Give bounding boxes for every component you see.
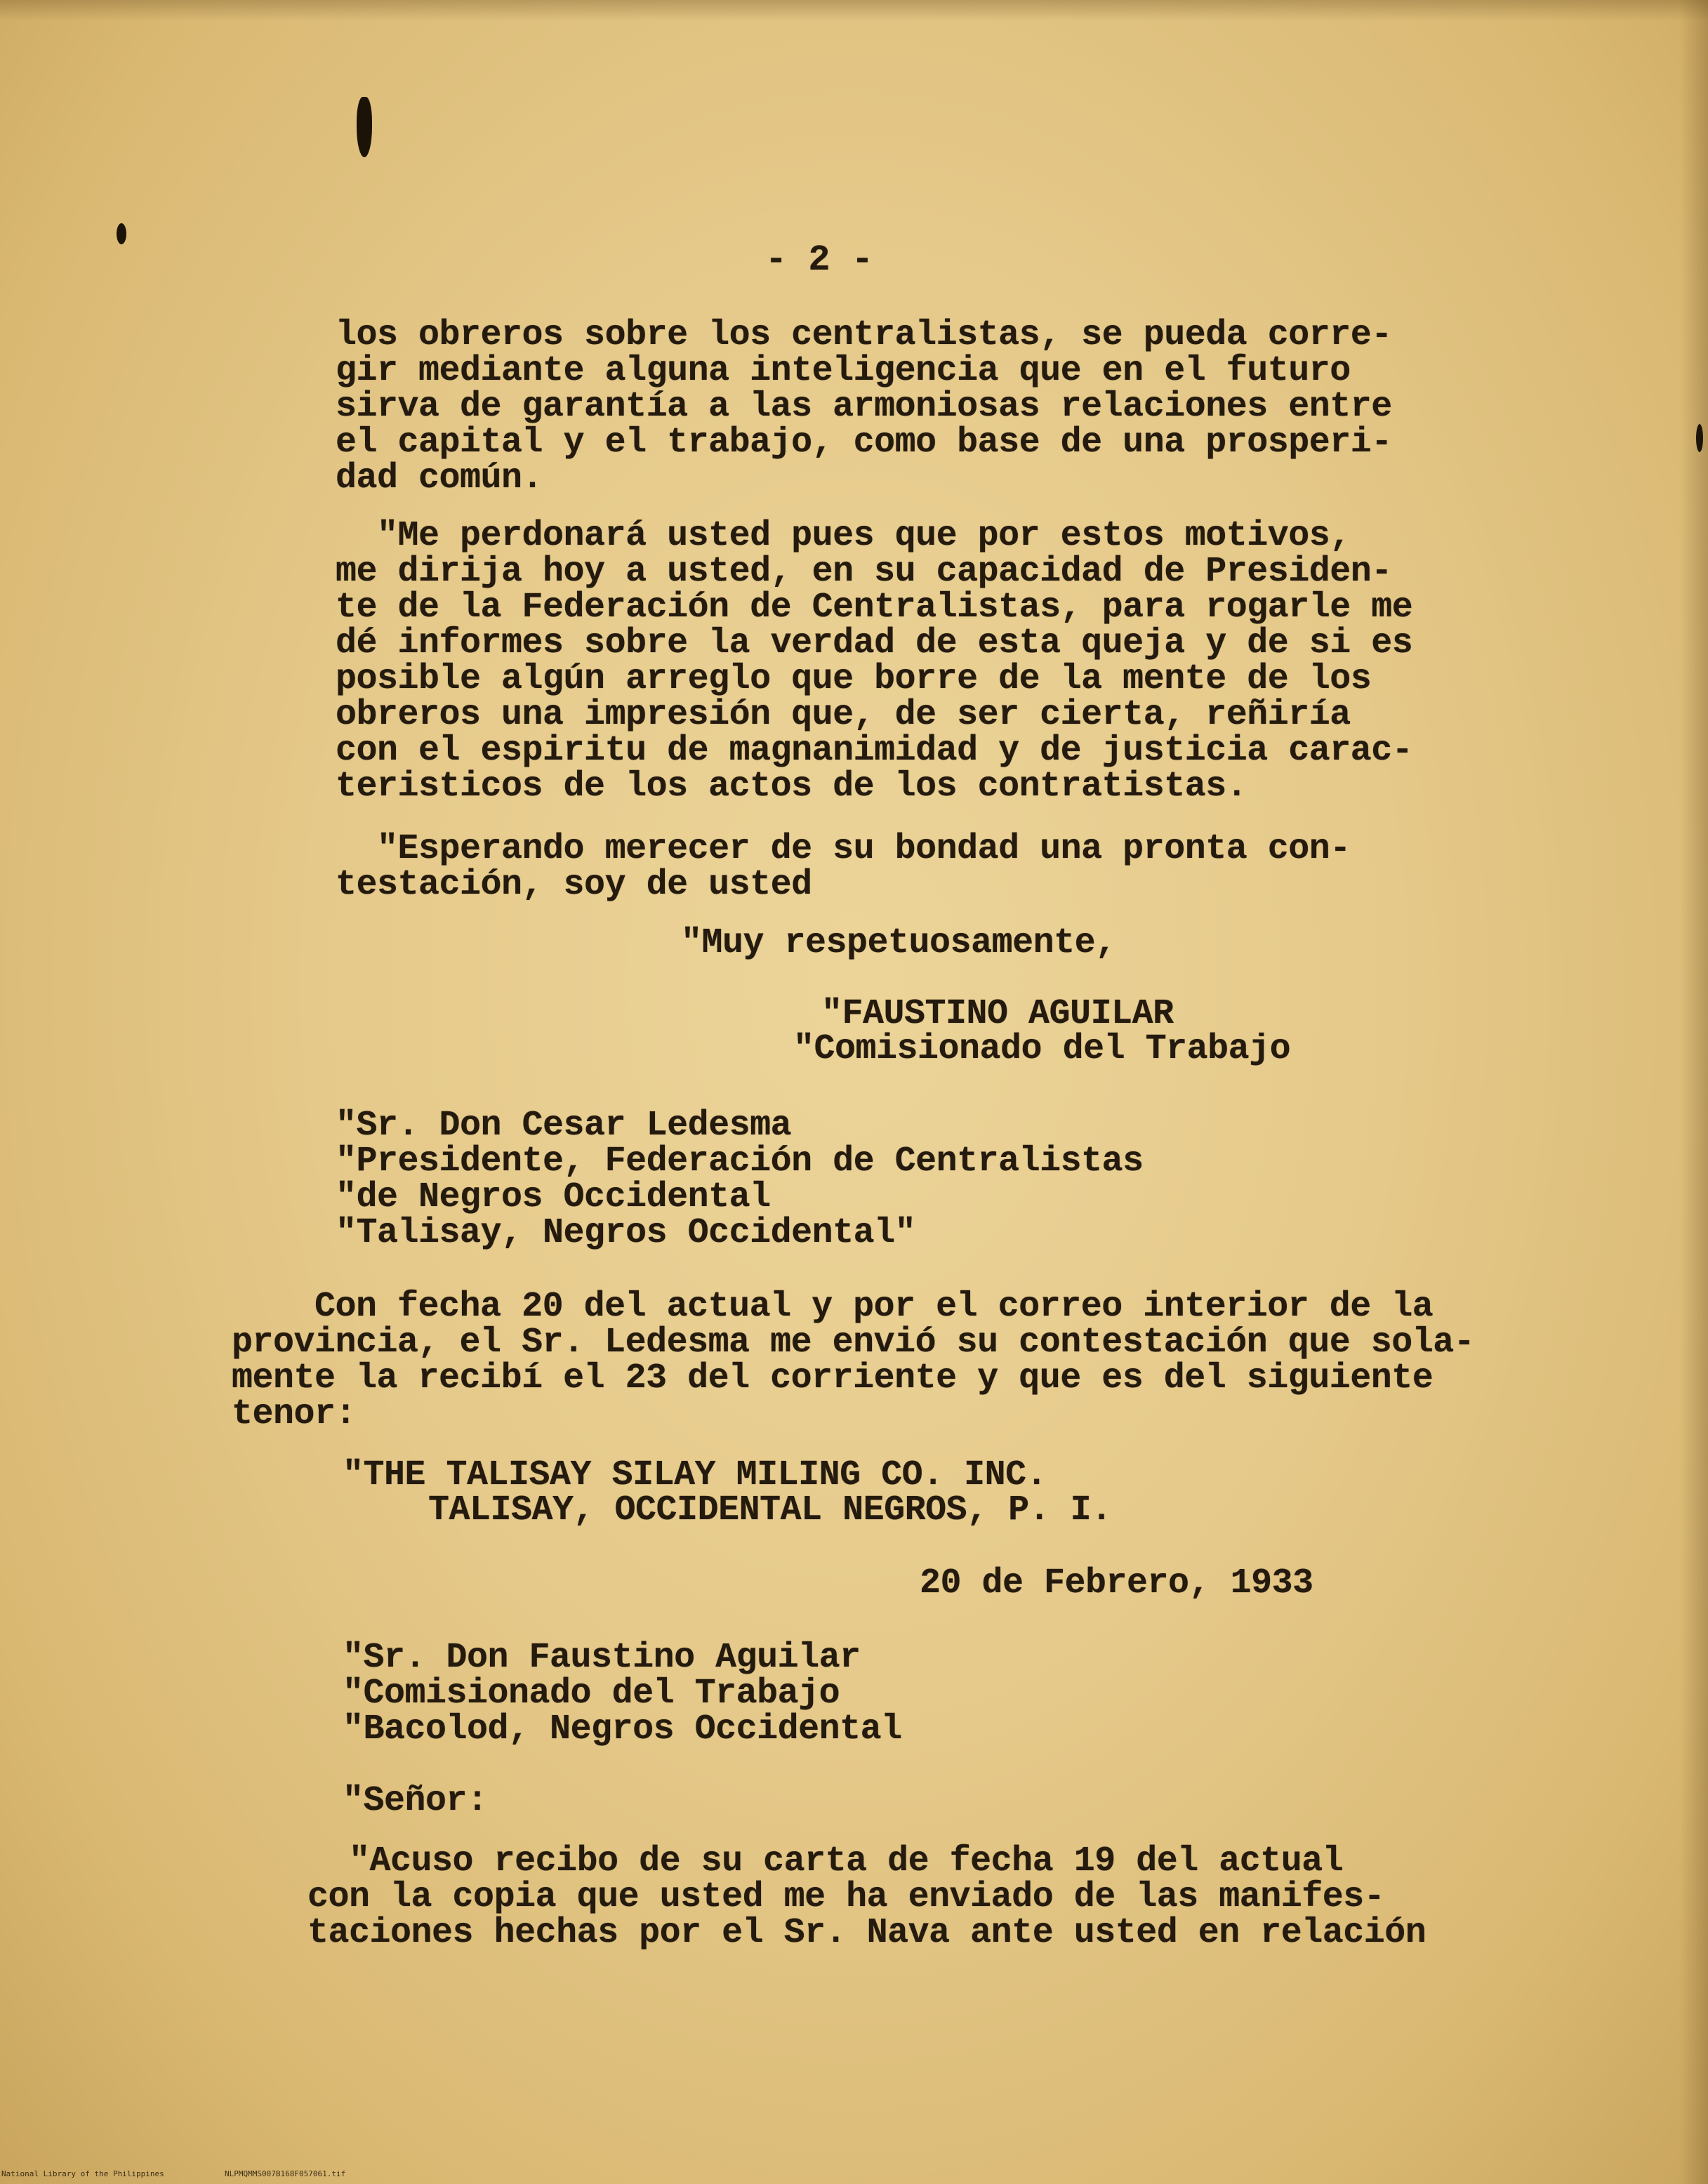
address-line: "Presidente, Federación de Centralistas bbox=[336, 1141, 1144, 1182]
address-line: "Sr. Don Faustino Aguilar bbox=[343, 1638, 861, 1678]
text-line: los obreros sobre los centralistas, se pueda corre- bbox=[336, 315, 1392, 355]
text-line: obreros una impresión que, de ser cierta, reñiría bbox=[336, 695, 1351, 735]
paragraph-5 bbox=[225, 1841, 1426, 1953]
text-line: dad común. bbox=[336, 458, 543, 498]
paper-edge-right bbox=[1680, 0, 1708, 2184]
address-line: "Comisionado del Trabajo bbox=[343, 1674, 840, 1714]
text-line: testación, soy de usted bbox=[336, 865, 812, 905]
paragraph-3 bbox=[336, 831, 1351, 903]
address-line: "Talisay, Negros Occidental" bbox=[336, 1213, 916, 1253]
text-line: posible algún arreglo que borre de la mente de los bbox=[336, 659, 1372, 699]
footer-institution: National Library of the Philippines bbox=[1, 2169, 164, 2178]
letter-date: 20 de Febrero, 1933 bbox=[920, 1563, 1313, 1603]
addressee-block bbox=[336, 1108, 1144, 1251]
text-line: me dirija hoy a usted, en su capacidad de Presiden- bbox=[336, 552, 1392, 592]
text-line: sirva de garantía a las armoniosas relaciones entre bbox=[336, 387, 1392, 427]
text-line: "Esperando merecer de su bondad una pronta con- bbox=[336, 829, 1351, 869]
text-line: mente la recibí el 23 del corriente y que es del siguiente bbox=[232, 1358, 1434, 1398]
paragraph-2 bbox=[336, 518, 1412, 805]
address-line: "Bacolod, Negros Occidental bbox=[343, 1709, 902, 1749]
paragraph-1 bbox=[336, 317, 1392, 496]
ink-stain-mark bbox=[357, 97, 372, 157]
signature-name: "FAUSTINO AGUILAR bbox=[821, 994, 1174, 1034]
paragraph-4 bbox=[232, 1289, 1474, 1432]
letterhead-company: "THE TALISAY SILAY MILING CO. INC. bbox=[343, 1455, 1047, 1495]
text-line: Con fecha 20 del actual y por el correo interior de la bbox=[232, 1287, 1434, 1327]
text-line: el capital y el trabajo, como base de una prosperi- bbox=[336, 423, 1392, 463]
text-line: "Me perdonará usted pues que por estos motivos, bbox=[336, 516, 1351, 556]
paper-edge-top bbox=[0, 0, 1708, 21]
recipient-block bbox=[343, 1640, 902, 1747]
text-line: provincia, el Sr. Ledesma me envió su contestación que sola- bbox=[232, 1323, 1475, 1363]
signature-title: "Comisionado del Trabajo bbox=[793, 1029, 1291, 1069]
ink-stain-mark-edge bbox=[1696, 424, 1703, 452]
text-line: teristicos de los actos de los contratistas. bbox=[336, 767, 1247, 807]
address-line: "Sr. Don Cesar Ledesma bbox=[336, 1106, 792, 1146]
text-line: dé informes sobre la verdad de esta queja y de si es bbox=[336, 623, 1413, 663]
letterhead-address: TALISAY, OCCIDENTAL NEGROS, P. I. bbox=[428, 1490, 1112, 1530]
ink-stain-mark-small bbox=[117, 223, 126, 244]
salutation: "Señor: bbox=[343, 1781, 488, 1821]
text-line: gir mediante alguna inteligencia que en el futuro bbox=[336, 351, 1351, 391]
footer-file-id: NLPMQMMS007B168F057061.tif bbox=[225, 2169, 346, 2178]
text-line: con el espiritu de magnanimidad y de justicia carac- bbox=[336, 731, 1413, 771]
page-number: - 2 - bbox=[765, 239, 873, 281]
text-line: tenor: bbox=[232, 1394, 357, 1434]
address-line: "de Negros Occidental bbox=[336, 1177, 771, 1217]
text-line: taciones hechas por el Sr. Nava ante usted en relación bbox=[225, 1913, 1426, 1953]
text-line: "Acuso recibo de su carta de fecha 19 del actual bbox=[225, 1841, 1344, 1881]
text-line: con la copia que usted me ha enviado de las manifes- bbox=[225, 1877, 1385, 1917]
closing-line: "Muy respetuosamente, bbox=[681, 923, 1116, 963]
text-line: te de la Federación de Centralistas, para rogarle me bbox=[336, 588, 1413, 628]
